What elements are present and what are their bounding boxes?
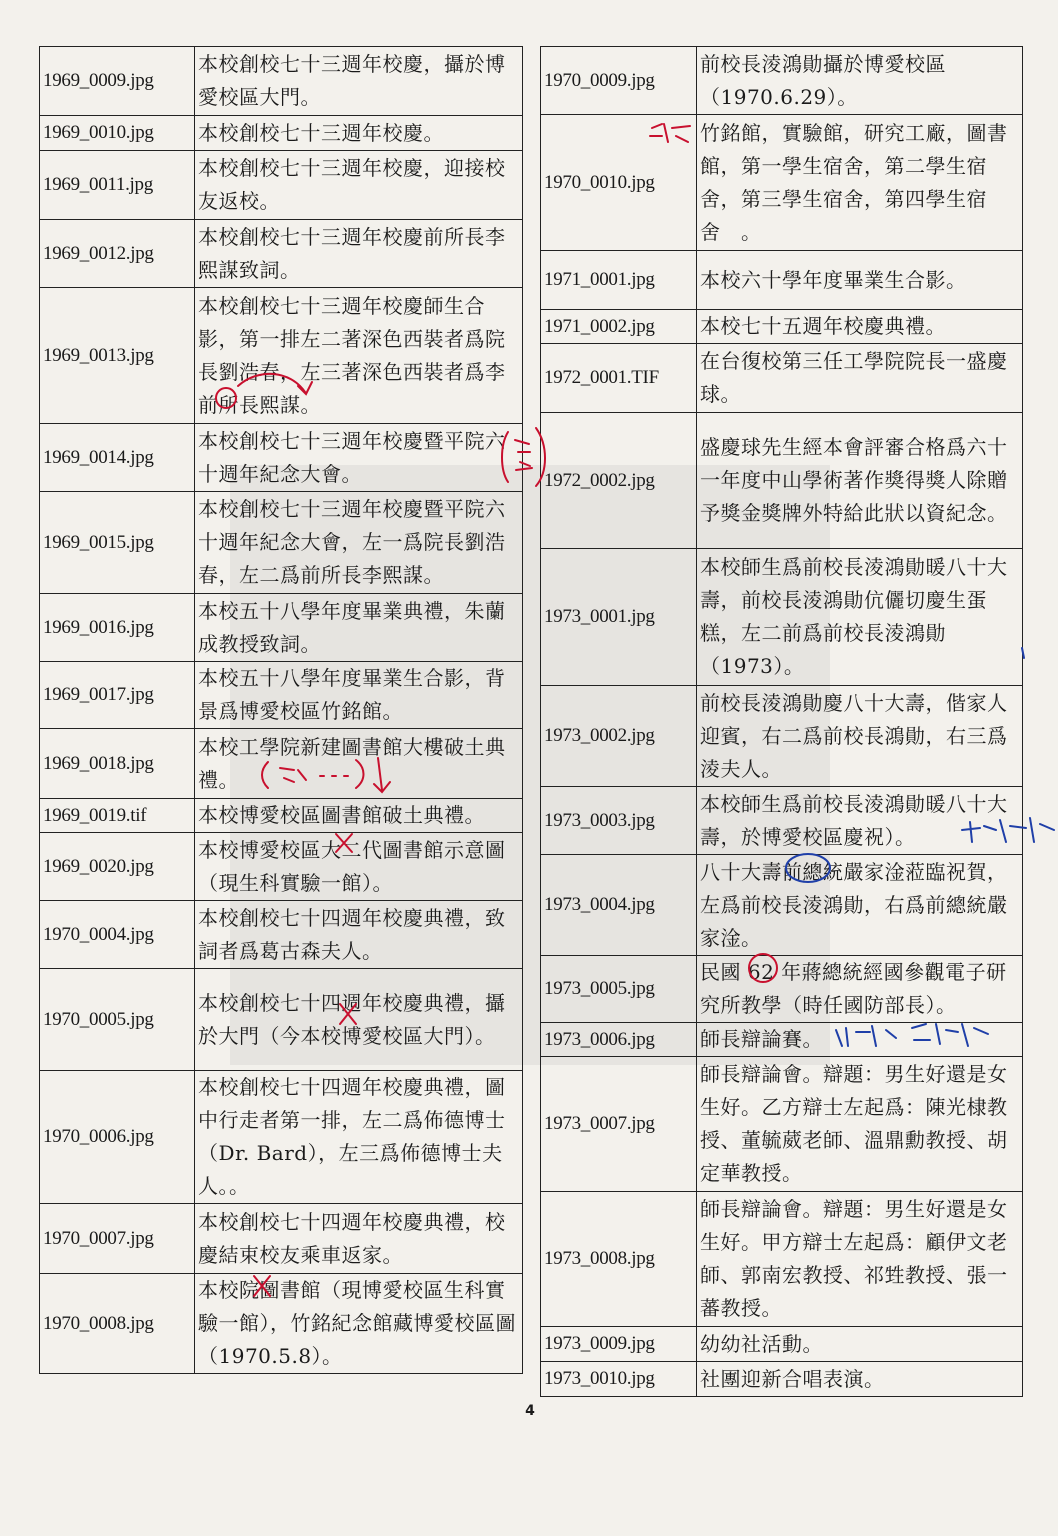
description-cell: 在台復校第三任工學院院長一盛慶球。 [697, 344, 1023, 413]
description-cell: 師長辯論賽。 [697, 1023, 1023, 1057]
table-row [541, 855, 1023, 956]
description-cell: 本校創校七十三週年校慶師生合影，第一排左二著深色西裝者爲院長劉浩春，左三著深色西裝者爲李前所長熙謀。 [195, 288, 523, 424]
description-cell: 本校院圖書館（現博愛校區生科實驗一館），竹銘紀念館藏博愛校區圖（1970.5.8）。 [195, 1274, 523, 1374]
table-row [541, 787, 1023, 855]
catalog-table-right [540, 46, 1023, 1397]
table-row [40, 288, 523, 424]
file-name-cell: 1971_0002.jpg [541, 310, 697, 344]
table-row [541, 115, 1023, 251]
description-cell: 本校創校七十四週年校慶典禮，致詞者爲葛古森夫人。 [195, 901, 523, 969]
file-name-cell: 1969_0019.tif [40, 799, 195, 833]
table-row [40, 116, 523, 151]
file-name-cell: 1970_0010.jpg [541, 115, 697, 251]
file-name-cell: 1970_0005.jpg [40, 969, 195, 1071]
table-row [541, 1327, 1023, 1362]
table-row [541, 686, 1023, 787]
file-name-cell: 1969_0013.jpg [40, 288, 195, 424]
file-name-cell: 1972_0001.TIF [541, 344, 697, 413]
description-cell: 前校長淩鴻勛慶八十大壽，偕家人迎賓，右二爲前校長鴻勛，右三爲淩夫人。 [697, 686, 1023, 787]
description-cell: 社團迎新合唱表演。 [697, 1362, 1023, 1397]
file-name-cell: 1973_0004.jpg [541, 855, 697, 956]
description-cell: 本校工學院新建圖書館大樓破土典禮。 [195, 729, 523, 799]
catalog-table-left-body [40, 47, 523, 1374]
description-cell: 本校創校七十三週年校慶前所長李熙謀致詞。 [195, 220, 523, 288]
description-cell: 本校師生爲前校長淩鴻勛暖八十大壽，於博愛校區慶祝）。 [697, 787, 1023, 855]
file-name-cell: 1973_0010.jpg [541, 1362, 697, 1397]
table-row [541, 549, 1023, 686]
file-name-cell: 1969_0017.jpg [40, 662, 195, 729]
description-cell: 本校六十學年度畢業生合影。 [697, 251, 1023, 310]
description-cell: 幼幼社活動。 [697, 1327, 1023, 1362]
description-cell: 本校創校七十四週年校慶典禮，圖中行走者第一排，左二爲佈德博士（Dr. Bard），左三爲佈德博士夫人。。 [195, 1071, 523, 1204]
file-name-cell: 1973_0002.jpg [541, 686, 697, 787]
description-cell: 師長辯論會。辯題：男生好還是女生好。甲方辯士左起爲：顧伊文老師、郭南宏教授、祁甡教授、張一蕃教授。 [697, 1192, 1023, 1327]
table-row [541, 344, 1023, 413]
description-cell: 民國 62 年蔣總統經國參觀電子研究所教學（時任國防部長）。 [697, 956, 1023, 1023]
table-row [541, 310, 1023, 344]
file-name-cell: 1970_0008.jpg [40, 1274, 195, 1374]
table-row [40, 47, 523, 116]
table-row [541, 1192, 1023, 1327]
description-cell: 本校創校七十四週年校慶典禮，校慶結束校友乘車返家。 [195, 1204, 523, 1274]
file-name-cell: 1973_0006.jpg [541, 1023, 697, 1057]
file-name-cell: 1970_0009.jpg [541, 47, 697, 115]
file-name-cell: 1969_0015.jpg [40, 492, 195, 594]
file-name-cell: 1973_0009.jpg [541, 1327, 697, 1362]
description-cell: 本校創校七十三週年校慶，迎接校友返校。 [195, 151, 523, 220]
table-row [40, 492, 523, 594]
file-name-cell: 1969_0011.jpg [40, 151, 195, 220]
table-row [40, 662, 523, 729]
table-row [541, 1057, 1023, 1192]
description-cell: 本校博愛校區圖書館破土典禮。 [195, 799, 523, 833]
file-name-cell: 1969_0012.jpg [40, 220, 195, 288]
table-row [40, 833, 523, 901]
file-name-cell: 1969_0018.jpg [40, 729, 195, 799]
description-cell: 八十大壽前總統嚴家淦蒞臨祝賀，左爲前校長淩鴻勛，右爲前總統嚴家淦。 [697, 855, 1023, 956]
file-name-cell: 1971_0001.jpg [541, 251, 697, 310]
table-row [541, 1362, 1023, 1397]
table-row [40, 220, 523, 288]
table-row [40, 969, 523, 1071]
description-cell: 師長辯論會。辯題：男生好還是女生好。乙方辯士左起爲：陳光棣教授、董毓葳老師、溫鼎勳教授、胡定華教授。 [697, 1057, 1023, 1192]
file-name-cell: 1972_0002.jpg [541, 413, 697, 549]
description-cell: 本校博愛校區大二代圖書館示意圖（現生科實驗一館）。 [195, 833, 523, 901]
table-row [40, 1071, 523, 1204]
file-name-cell: 1969_0014.jpg [40, 424, 195, 492]
table-row [40, 151, 523, 220]
description-cell: 本校五十八學年度畢業典禮，朱蘭成教授致詞。 [195, 594, 523, 662]
file-name-cell: 1973_0007.jpg [541, 1057, 697, 1192]
description-cell: 本校七十五週年校慶典禮。 [697, 310, 1023, 344]
description-cell: 前校長淩鴻勛攝於博愛校區（1970.6.29）。 [697, 47, 1023, 115]
description-cell: 本校創校七十三週年校慶。 [195, 116, 523, 151]
table-row [541, 47, 1023, 115]
description-cell: 盛慶球先生經本會評審合格爲六十一年度中山學術著作獎得獎人除贈予獎金獎牌外特給此狀以資紀念。 [697, 413, 1023, 549]
file-name-cell: 1969_0020.jpg [40, 833, 195, 901]
table-row [541, 251, 1023, 310]
description-cell: 本校五十八學年度畢業生合影，背景爲博愛校區竹銘館。 [195, 662, 523, 729]
file-name-cell: 1970_0007.jpg [40, 1204, 195, 1274]
file-name-cell: 1970_0006.jpg [40, 1071, 195, 1204]
file-name-cell: 1973_0008.jpg [541, 1192, 697, 1327]
table-row [541, 956, 1023, 1023]
table-row [40, 799, 523, 833]
file-name-cell: 1973_0003.jpg [541, 787, 697, 855]
table-row [40, 901, 523, 969]
table-row [40, 594, 523, 662]
file-name-cell: 1973_0001.jpg [541, 549, 697, 686]
file-name-cell: 1973_0005.jpg [541, 956, 697, 1023]
description-cell: 本校創校七十三週年校慶暨平院六十週年紀念大會。 [195, 424, 523, 492]
catalog-table-left [39, 46, 523, 1374]
catalog-table-right-body [541, 47, 1023, 1397]
file-name-cell: 1969_0016.jpg [40, 594, 195, 662]
table-row [40, 424, 523, 492]
description-cell: 本校創校七十三週年校慶暨平院六十週年紀念大會，左一爲院長劉浩春，左二爲前所長李熙謀。 [195, 492, 523, 594]
file-name-cell: 1969_0009.jpg [40, 47, 195, 116]
description-cell: 本校創校七十三週年校慶，攝於博愛校區大門。 [195, 47, 523, 116]
table-row [40, 1274, 523, 1374]
table-row [541, 413, 1023, 549]
page-number: 4 [525, 1403, 535, 1419]
table-row [541, 1023, 1023, 1057]
description-cell: 本校師生爲前校長淩鴻勛暖八十大壽，前校長淩鴻勛伉儷切慶生蛋糕，左二前爲前校長淩鴻勛（1973）。 [697, 549, 1023, 686]
description-cell: 竹銘館，實驗館，研究工廠，圖書館，第一學生宿舍，第二學生宿舍，第三學生宿舍，第四學生宿舍 。 [697, 115, 1023, 251]
table-row [40, 1204, 523, 1274]
file-name-cell: 1969_0010.jpg [40, 116, 195, 151]
file-name-cell: 1970_0004.jpg [40, 901, 195, 969]
table-row [40, 729, 523, 799]
description-cell: 本校創校七十四週年校慶典禮，攝於大門（今本校博愛校區大門）。 [195, 969, 523, 1071]
